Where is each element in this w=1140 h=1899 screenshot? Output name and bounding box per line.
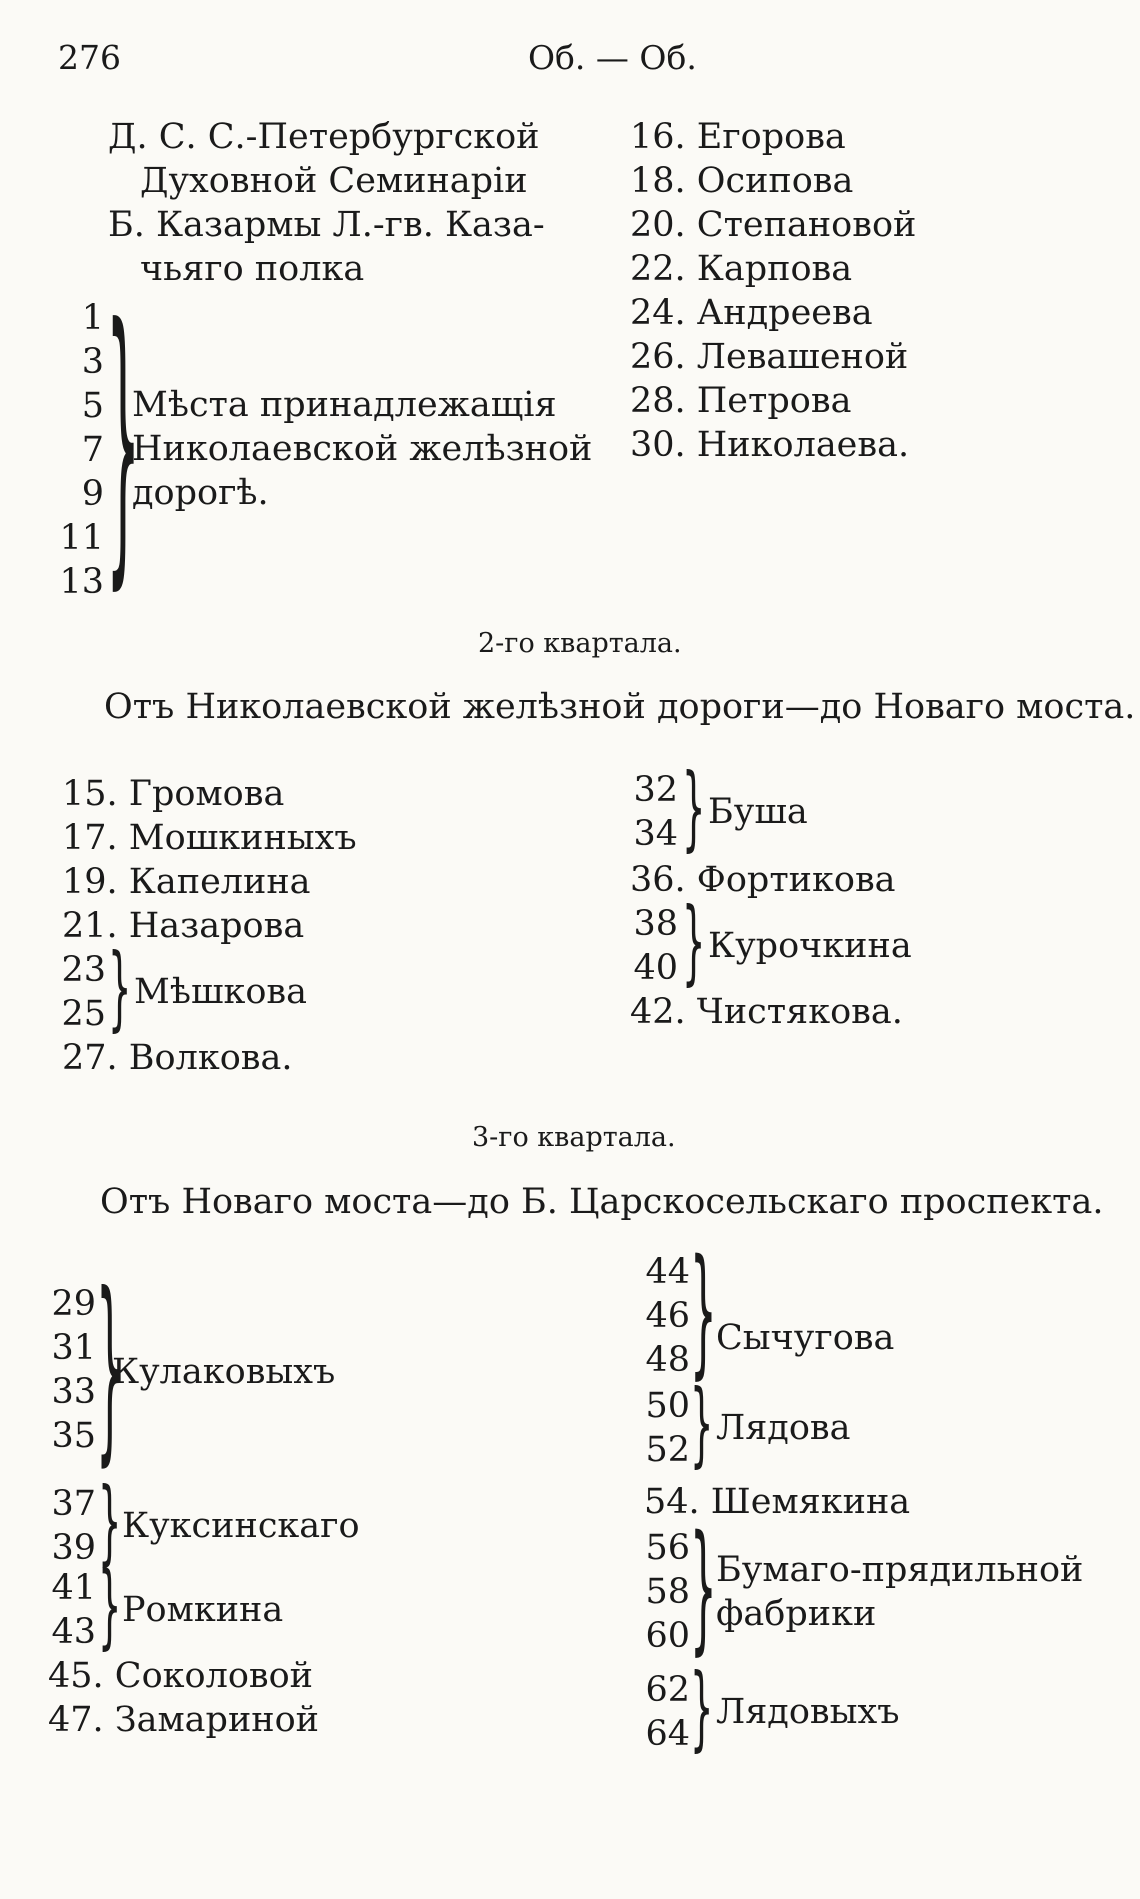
sychugova-name: Сычугова: [716, 1318, 895, 1358]
institution-line-2: Духовной Семинаріи: [140, 161, 528, 201]
kuksinskago-brace: }: [98, 1468, 122, 1575]
busha-name: Буша: [708, 792, 808, 832]
house-number: 58: [645, 1572, 690, 1612]
meshkova-name: Мѣшкова: [134, 972, 308, 1012]
house-number: 46: [645, 1296, 690, 1336]
busha-brace: }: [682, 754, 706, 861]
railway-group-text: [132, 383, 592, 515]
house-number: 31: [51, 1328, 96, 1368]
house-number: 38: [633, 904, 678, 944]
house-number: 48: [645, 1340, 690, 1380]
house-number: 9: [81, 474, 104, 514]
kulakovykh-brace: }: [96, 1251, 124, 1484]
kulakovykh-numbers: [44, 1282, 96, 1458]
list-item: 47. Замариной: [48, 1700, 320, 1740]
railway-text-line: Мѣста принадлежащія: [132, 385, 557, 425]
house-number: 33: [51, 1372, 96, 1412]
sychugova-numbers: [636, 1250, 690, 1382]
house-number: 13: [59, 562, 104, 602]
house-number: 32: [633, 770, 678, 810]
section-2-left-list: [62, 772, 357, 948]
romkina-brace: }: [98, 1552, 122, 1659]
lyadovykh-name: Лядовыхъ: [716, 1692, 900, 1732]
right-column-list-1: [630, 115, 916, 467]
list-item: 15. Громова: [62, 774, 285, 814]
list-item: 16. Егорова: [630, 117, 846, 157]
section-3-title: 3-го квартала.: [472, 1122, 676, 1153]
running-title: Об. — Об.: [528, 38, 697, 77]
house-number: 52: [645, 1430, 690, 1470]
kuksinskago-name: Куксинскаго: [122, 1506, 360, 1546]
house-number: 60: [645, 1616, 690, 1656]
sychugova-brace: }: [690, 1230, 717, 1393]
house-number: 50: [645, 1386, 690, 1426]
house-number: 3: [81, 342, 104, 382]
house-number: 7: [81, 430, 104, 470]
house-number: 62: [645, 1670, 690, 1710]
page-number: 276: [58, 38, 121, 77]
section-2-title: 2-го квартала.: [478, 628, 682, 659]
kuksinskago-numbers: [44, 1482, 96, 1570]
house-number: 34: [633, 814, 678, 854]
romkina-name: Ромкина: [122, 1590, 284, 1630]
institution-line-3: Б. Казармы Л.-гв. Каза-: [108, 205, 545, 245]
list-item: 54. Шемякина: [644, 1482, 911, 1522]
list-item: 36. Фортикова: [630, 860, 896, 900]
house-number: 44: [645, 1252, 690, 1292]
kurochkina-name: Курочкина: [708, 926, 912, 966]
house-number: 41: [51, 1568, 96, 1608]
list-item: 19. Капелина: [62, 862, 311, 902]
list-item: 21. Назарова: [62, 906, 305, 946]
list-item: 24. Андреева: [630, 293, 873, 333]
list-item: 42. Чистякова.: [630, 992, 903, 1032]
railway-text-line: дорогѣ.: [132, 473, 269, 513]
institution-line-1: Д. С. С.-Петербургской: [108, 117, 540, 157]
lyadova-name: Лядова: [716, 1408, 851, 1448]
list-item: 26. Левашеной: [630, 337, 909, 377]
railway-brace: }: [106, 265, 141, 614]
institution-line-4: чьяго полка: [140, 249, 365, 289]
list-item: 45. Соколовой: [48, 1656, 313, 1696]
factory-numbers: [636, 1526, 690, 1658]
factory-name-line: фабрики: [716, 1594, 877, 1634]
list-item: 20. Степановой: [630, 205, 917, 245]
house-number: 25: [61, 994, 106, 1034]
house-number: 11: [59, 518, 104, 558]
factory-name-line: Бумаго-прядильной: [716, 1550, 1084, 1590]
house-number: 1: [81, 298, 104, 338]
lyadovykh-brace: }: [690, 1654, 714, 1761]
meshkova-numbers: [50, 948, 106, 1036]
house-number: 56: [645, 1528, 690, 1568]
house-number: 40: [633, 948, 678, 988]
section-2-subtitle: Отъ Николаевской желѣзной дороги—до Новаго моста.: [104, 687, 1136, 727]
busha-numbers: [622, 768, 678, 856]
list-item: 18. Осипова: [630, 161, 854, 201]
lyadova-brace: }: [690, 1370, 714, 1477]
kurochkina-brace: }: [682, 888, 706, 995]
list-item: 28. Петрова: [630, 381, 852, 421]
house-number: 39: [51, 1528, 96, 1568]
house-number: 64: [645, 1714, 690, 1754]
house-number: 43: [51, 1612, 96, 1652]
kurochkina-numbers: [622, 902, 678, 990]
factory-name: [716, 1548, 1083, 1636]
list-item: 22. Карпова: [630, 249, 853, 289]
house-number: 29: [51, 1284, 96, 1324]
railway-text-line: Николаевской желѣзной: [132, 429, 593, 469]
kulakovykh-name: Кулаковыхъ: [112, 1352, 336, 1392]
house-number: 37: [51, 1484, 96, 1524]
list-item: 27. Волкова.: [62, 1038, 293, 1078]
romkina-numbers: [44, 1566, 96, 1654]
railway-house-numbers: [40, 296, 104, 604]
factory-brace: }: [690, 1506, 717, 1669]
meshkova-brace: }: [108, 934, 132, 1041]
house-number: 35: [51, 1416, 96, 1456]
lyadovykh-numbers: [636, 1668, 690, 1756]
lyadova-numbers: [636, 1384, 690, 1472]
house-number: 5: [81, 386, 104, 426]
section-3-subtitle: Отъ Новаго моста—до Б. Царскосельскаго проспекта.: [100, 1182, 1104, 1222]
list-item: 17. Мошкиныхъ: [62, 818, 357, 858]
list-item: 30. Николаева.: [630, 425, 910, 465]
house-number: 23: [61, 950, 106, 990]
